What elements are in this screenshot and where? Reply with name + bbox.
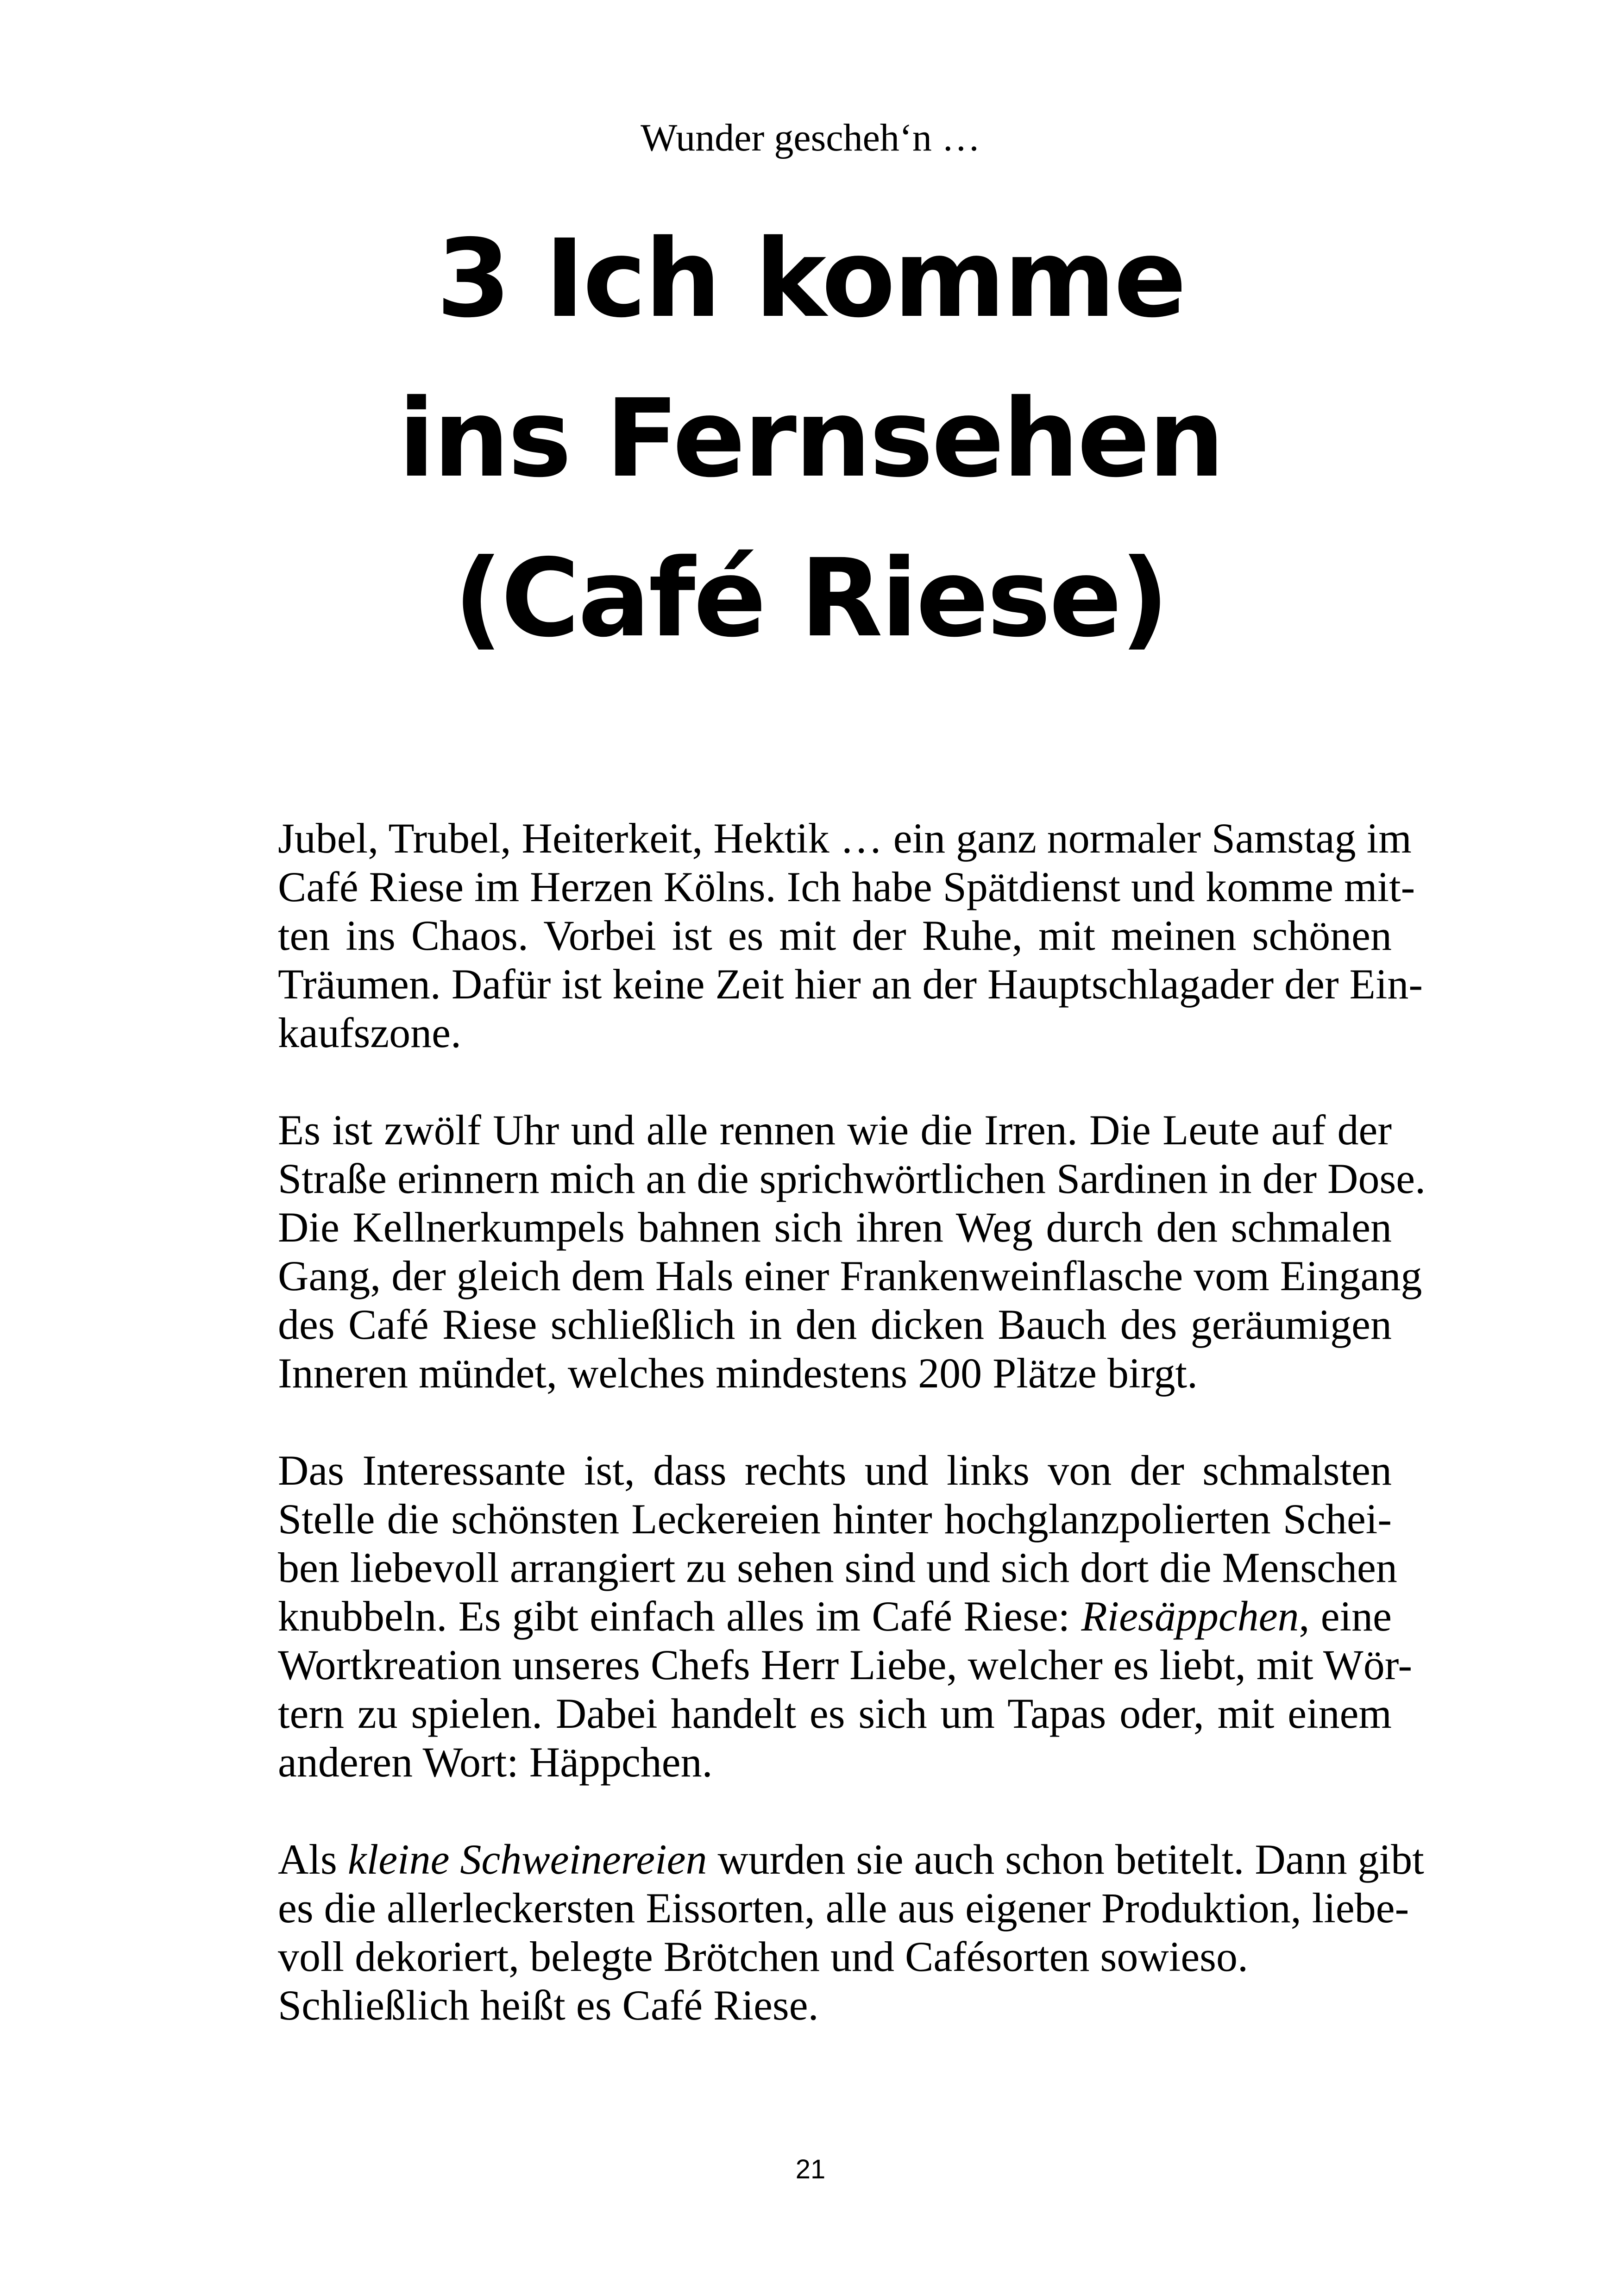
- text-line: Gang, der gleich dem Hals einer Frankenweinflasche vom Eingang: [278, 1252, 1422, 1299]
- chapter-title-line: (Café Riese): [453, 536, 1168, 661]
- text-run: wurden sie auch schon betitelt. Dann gibt: [707, 1836, 1424, 1883]
- text-line: Jubel, Trubel, Heiterkeit, Hektik … ein ganz normaler Samstag im: [278, 815, 1412, 862]
- text-line: Inneren mündet, welches mindestens 200 Plätze birgt.: [278, 1349, 1198, 1397]
- paragraph-3: [278, 1446, 1413, 1787]
- text-line: es die allerleckersten Eissorten, alle aus eigener Produktion, liebe-: [278, 1884, 1409, 1932]
- italic-term: Riesäppchen: [1081, 1593, 1299, 1640]
- chapter-title-line: 3 Ich komme: [436, 216, 1185, 341]
- text-line: [278, 1835, 1424, 1884]
- text-line: ben liebevoll arrangiert zu sehen sind und sich dort die Menschen: [278, 1544, 1397, 1591]
- text-line: Café Riese im Herzen Kölns. Ich habe Spätdienst und komme mit-: [278, 863, 1415, 910]
- text-line: Straße erinnern mich an die sprichwörtlichen Sardinen in der Dose.: [278, 1155, 1426, 1202]
- text-run: Als: [278, 1836, 348, 1883]
- running-header: Wunder gescheh‘n …: [641, 116, 980, 159]
- paragraph-4: [278, 1835, 1424, 2030]
- text-line: anderen Wort: Häppchen.: [278, 1738, 713, 1786]
- text-line: Stelle die schönsten Leckereien hinter hochglanzpolierten Schei-: [278, 1495, 1392, 1543]
- text-line: Schließlich heißt es Café Riese.: [278, 1982, 819, 2029]
- chapter-body: [278, 814, 1426, 2078]
- text-line: Wortkreation unseres Chefs Herr Liebe, welcher es liebt, mit Wör-: [278, 1641, 1413, 1688]
- text-line: voll dekoriert, belegte Brötchen und Cafésorten sowieso.: [278, 1933, 1248, 1980]
- text-line: tern zu spielen. Dabei handelt es sich um Tapas oder, mit einem: [278, 1690, 1392, 1737]
- text-line: Die Kellnerkumpels bahnen sich ihren Weg durch den schmalen: [278, 1204, 1392, 1251]
- italic-term: kleine Schweinereien: [347, 1836, 707, 1883]
- paragraph-2: [278, 1106, 1426, 1398]
- text-run: knubbeln. Es gibt einfach alles im Café Riese:: [278, 1593, 1081, 1640]
- text-line: Träumen. Dafür ist keine Zeit hier an der Hauptschlagader der Ein-: [278, 960, 1423, 1008]
- text-run: , eine: [1299, 1593, 1392, 1640]
- text-line: des Café Riese schließlich in den dicken Bauch des geräumigen: [278, 1301, 1392, 1348]
- text-line: [278, 1592, 1392, 1641]
- text-line: Es ist zwölf Uhr und alle rennen wie die Irren. Die Leute auf der: [278, 1106, 1392, 1154]
- text-line: kaufszone.: [278, 1009, 461, 1056]
- text-line: Das Interessante ist, dass rechts und links von der schmalsten: [278, 1447, 1392, 1494]
- chapter-title: [278, 199, 1343, 678]
- chapter-title-line: ins Fernsehen: [398, 376, 1223, 501]
- text-line: ten ins Chaos. Vorbei ist es mit der Ruhe, mit meinen schönen: [278, 912, 1392, 959]
- page-number: 21: [795, 2154, 826, 2184]
- paragraph-1: [278, 814, 1423, 1057]
